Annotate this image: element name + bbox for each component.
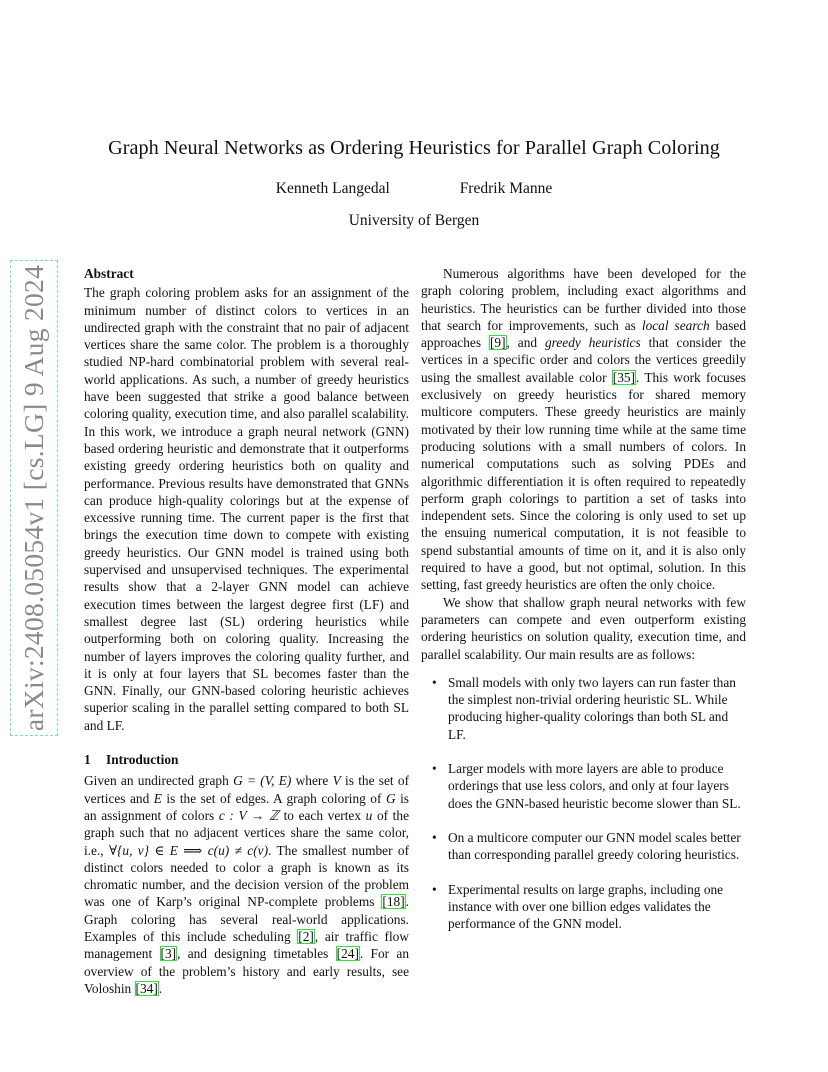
math-inline: G — [385, 790, 396, 806]
left-column — [84, 265, 409, 997]
author-name: Fredrik Manne — [459, 180, 553, 197]
right-column — [421, 265, 746, 949]
math-inline: G = (V, E) — [233, 773, 292, 789]
list-item: • Small models with only two layers can run faster than the simplest non-trivial ordering heuristic SL. While producing higher-quality colorings than both SL and LF. — [432, 674, 736, 742]
abstract-heading: Abstract — [84, 266, 134, 281]
intro-paragraph-3: We show that shallow graph neural networks with few parameters can compete and even outperform existing ordering heuristics on solution quality, execution time, and parallel scalability. Our main results are as follows: — [421, 594, 746, 662]
citation-link[interactable]: [35] — [612, 369, 635, 385]
bullet-icon: • — [432, 674, 437, 690]
intro-paragraph-2: Numerous algorithms have been developed for the graph coloring problem, including exact algorithms and heuristics. The heuristics can be further divided into those that search for improvements, such as local search based approaches [9], and greedy heuristics that consider the vertices in a specific order and colors the vertices greedily using the smallest available color [35]. This work focuses exclusively on greedy heuristics for shared memory multicore computers. These greedy heuristics are mainly motivated by their low running time while at the same time producing solutions with a small numbers of colors. In numerical computations such as solving PDEs and algorithmic differentiation it is often required to repeatedly perform graph colorings to partition a set of tasks into independent sets. Since the coloring is only used to set up the ensuing numerical computation, it is not feasible to spend substantial amounts of time on it, and it is also only required to have a good, but not optimal, solution. In this setting, fast greedy heuristics are often the only choice. — [421, 266, 746, 593]
contribution-list — [421, 674, 746, 933]
intro-paragraph-1: Given an undirected graph G = (V, E) where V is the set of vertices and E is the set of edges. A graph coloring of G is an assignment of colors c : V → ℤ to each vertex u of the graph such that no adjacent vertices share the same color, i.e., ∀{u, v} ∈ E ⟹ c(u) ≠ c(v). The smallest number of distinct colors needed to color a graph is known as its chromatic number, and the decision version of the problem was one of Karp’s original NP-complete problems [18]. Graph coloring has several real-world applications. Examples of this include scheduling [2], air traffic flow management [3], and designing timetables [24]. For an overview of the problem’s history and early results, see Voloshin [34]. — [84, 773, 410, 996]
citation-link[interactable]: [24] — [336, 946, 359, 962]
citation-link[interactable]: [3] — [160, 946, 177, 962]
math-inline: u — [365, 807, 373, 823]
bullet-icon: • — [432, 761, 437, 777]
math-inline: V — [332, 773, 341, 789]
bullet-icon: • — [432, 829, 437, 845]
abstract-text: The graph coloring problem asks for an assignment of the minimum number of distinct colors to vertices in an undirected graph with the constraint that no pair of adjacent vertices share the same color. The problem is a thoroughly studied NP-hard combinatorial problem with several real-world applications. As such, a number of greedy heuristics have been suggested that strike a good balance between coloring quality, execution time, and also parallel scalability. In this work, we introduce a graph neural network (GNN) based ordering heuristic and demonstrate that it outperforms existing greedy ordering heuristics both on quality and performance. Previous results have demonstrated that GNNs can produce high-quality colorings but at the expense of excessive running time. The current paper is the first that brings the execution time down to compete with existing greedy heuristics. Our GNN model is trained using both supervised and unsupervised techniques. The experimental results show that a 2-layer GNN model can achieve execution times between the largest degree first (LF) and smallest degree last (SL) ordering heuristics while outperforming both on coloring quality. Increasing the number of layers improves the coloring quality further, and it is only at four layers that SL becomes faster than the GNN. Finally, our GNN-based coloring heuristic achieves superior scaling in the parallel setting compared to both SL and LF. — [84, 285, 409, 733]
affiliation: University of Bergen — [348, 212, 480, 229]
citation-link[interactable]: [18] — [382, 894, 405, 910]
math-inline: c : V → ℤ — [218, 807, 279, 823]
emphasis: local search — [641, 317, 710, 333]
author-name: Kenneth Langedal — [275, 180, 390, 197]
math-inline: ∀{u, v} ∈ E ⟹ c(u) ≠ c(v) — [109, 842, 269, 858]
bullet-icon: • — [432, 881, 437, 897]
section-heading — [84, 751, 409, 768]
emphasis: greedy heuristics — [545, 335, 641, 351]
section-number: 1 — [84, 752, 91, 768]
citation-link[interactable]: [2] — [298, 928, 314, 944]
paper-title: Graph Neural Networks as Ordering Heuristics for Parallel Graph Coloring — [108, 137, 720, 159]
list-item: • On a multicore computer our GNN model scales better than corresponding parallel greedy coloring heuristics. — [432, 829, 741, 863]
author-list — [0, 180, 828, 198]
list-item: • Experimental results on large graphs, including one instance with over one billion edges validates the performance of the GNN model. — [432, 881, 724, 932]
list-item: • Larger models with more layers are able to produce orderings that use less colors, and only at four layers does the GNN-based heuristic become slower than SL. — [432, 761, 741, 811]
citation-link[interactable]: [9] — [489, 335, 506, 351]
citation-link[interactable]: [34] — [135, 980, 158, 996]
math-inline: E — [153, 790, 162, 806]
arxiv-stamp[interactable]: arXiv:2408.05054v1 [cs.LG] 9 Aug 2024 — [18, 264, 49, 732]
section-title: Introduction — [106, 752, 179, 768]
